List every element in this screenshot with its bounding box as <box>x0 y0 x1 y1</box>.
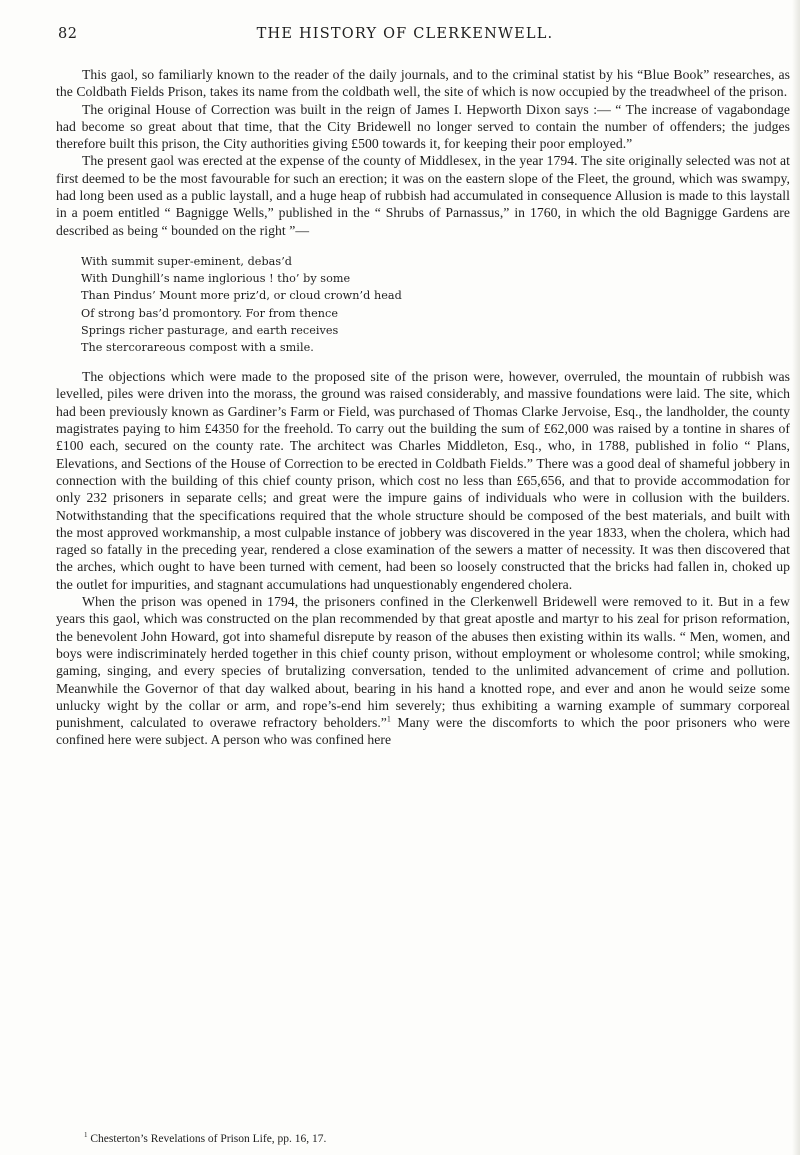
page-edge-shadow <box>792 0 800 1155</box>
poem-line: Of strong bas’d promontory. For from thence <box>81 306 339 320</box>
paragraph <box>56 593 790 749</box>
paragraph: The present gaol was erected at the expense of the county of Middlesex, in the year 1794. The site originally selected was not at first deemed to be the most favourable for such an erection; it was on the eastern slope of the Fleet, the ground, which was swampy, had long been used as a public laystall, and a huge heap of rubbish had accumulated in consequence Allusion is made to this laystall in a poem entitled “ Bagnigge Wells,” published in the “ Shrubs of Parnassus,” in 1760, in which the old Bagnigge Gardens are described as being “ bounded on the right ”— <box>56 153 790 238</box>
poem-line: With Dunghill’s name inglorious ! tho’ by some <box>81 272 351 286</box>
page-header <box>58 26 752 50</box>
poem-line: The stercorareous compost with a smile. <box>81 340 314 354</box>
main-text <box>56 66 790 749</box>
footnote-marker: 1 <box>84 1131 88 1140</box>
footnote-reference: 1 <box>386 714 391 724</box>
footnote <box>84 1133 790 1145</box>
footnote-text: Chesterton’s Revelations of Prison Life, pp. 16, 17. <box>90 1133 327 1145</box>
poem-quotation <box>81 253 790 356</box>
running-title: THE HISTORY OF CLERKENWELL. <box>256 26 554 42</box>
paragraph: The objections which were made to the proposed site of the prison were, however, overruled, the mountain of rubbish was levelled, piles were driven into the morass, the ground was raised considerably, and massive foundations were laid. The site, which had been previously known as Gardiner’s Farm or Field, was purchased of Thomas Clarke Jervoise, Esq., the landholder, the county magistrates paying to him £4350 for the freehold. To carry out the building the sum of £62,000 was raised by a tontine in shares of £100 each, secured on the county rate. The architect was Charles Middleton, Esq., who, in 1788, published in folio “ Plans, Elevations, and Sections of the House of Correction to be erected in Coldbath Fields.” There was a good deal of shameful jobbery in connection with the building of this chief county prison, which cost no less than £65,656, and that to provide accommodation for only 232 prisoners in separate cells; and great were the impure gains of individuals who were in collusion with the builders. Notwithstanding that the specifications required that the whole structure should be composed of the best materials, and built with the most approved workmanship, a most culpable instance of jobbery was discovered in the year 1833, when the cholera, which had raged so fatally in the preceding year, rendered a close examination of the sewers a matter of necessity. It was then discovered that the arches, which ought to have been turned with cement, had been so loosely constructed that the bricks had fallen in, choked up the outlet for impurities, and stagnant accumulations had unquestionably engendered cholera. <box>56 369 790 592</box>
poem-line: With summit super-eminent, debas’d <box>81 254 293 268</box>
poem-line: Springs richer pasturage, and earth receives <box>81 323 339 337</box>
paragraph: This gaol, so familiarly known to the reader of the daily journals, and to the criminal statist by his “Blue Book” researches, as the Coldbath Fields Prison, takes its name from the coldbath well, the site of which is now occupied by the treadwheel of the prison. <box>56 67 790 100</box>
paragraph: The original House of Correction was built in the reign of James I. Hepworth Dixon says :— “ The increase of vagabondage had become so great about that time, that the City Bridewell no longer served to contain the number of offenders; the judges therefore built this prison, the City authorities giving £500 towards it, for keeping their poor employed.” <box>56 101 790 152</box>
poem-line: Than Pindus’ Mount more priz’d, or cloud crown’d head <box>81 289 402 303</box>
paragraph-text: Many were the discomforts to which the poor prisoners who were confined here were subject. A person who was confined here <box>56 715 790 748</box>
paragraph-text: When the prison was opened in 1794, the prisoners confined in the Clerkenwell Bridewell were removed to it. But in a few years this gaol, which was constructed on the plan recommended by that great apostle and martyr to his zeal for prison reformation, the benevolent John Howard, got into shameful disrepute by reason of the abuses then existing within its walls. “ Men, women, and boys were indiscriminately herded together in this chief county prison, without employment or wholesome control; while smoking, gaming, singing, and every species of brutalizing conversation, tended to the unlimited advancement of crime and pollution. Meanwhile the Governor of that day walked about, bearing in his hand a knotted rope, and ever and anon he would seize some unlucky wight by the collar or arm, and rope’s-end him severely; thus exhibiting a warning example of summary corporeal punishment, calculated to overawe refractory beholders.” <box>56 594 790 731</box>
page-number: 82 <box>58 26 78 42</box>
